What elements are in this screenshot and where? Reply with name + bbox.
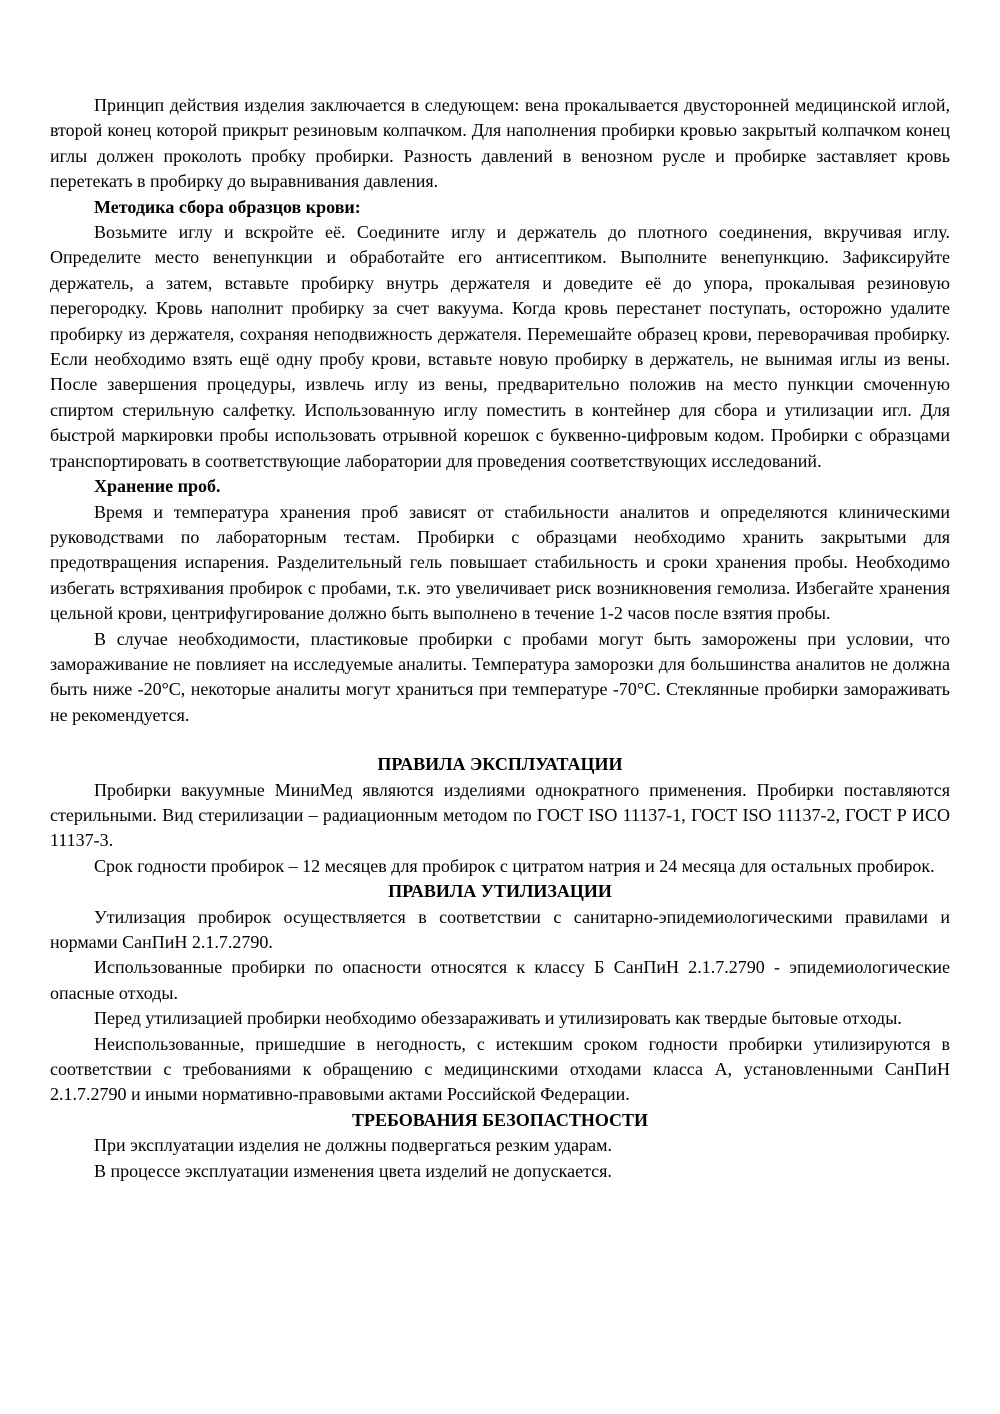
paragraph-storage-conditions: Время и температура хранения проб зависят от стабильности аналитов и определяются клиническими руководствами по лабораторным тестам. Пробирки с образцами необходимо хранить закрытыми для предотвращения испарения. Разделительный гель повышает стабильность и сроки хранения пробы. Необходимо избегать встряхивания пробирок с пробами, т.к. это увеличивает риск возникновения гемолиза. Избегайте хранения цельной крови, центрифугирование должно быть выполнено в течение 1-2 часов после взятия пробы. — [50, 501, 950, 624]
section-heading-safety-requirements: ТРЕБОВАНИЯ БЕЗОПАСТНОСТИ — [351, 1109, 649, 1130]
paragraph-unused-expired-tubes: Неиспользованные, пришедшие в негодность, с истекшим сроком годности пробирки утилизируются в соответствии с требованиями к обращению с медицинскими отходами класса А, установленными СанПиН 2.1.7.2790 и иными нормативно-правовыми актами Российской Федерации. — [50, 1033, 950, 1105]
paragraph-used-tubes-class-b: Использованные пробирки по опасности относятся к классу Б СанПиН 2.1.7.2790 - эпидемиологические опасные отходы. — [50, 957, 950, 1003]
paragraph-disinfection-before-disposal: Перед утилизацией пробирки необходимо обеззараживать и утилизировать как твердые бытовые отходы. — [94, 1008, 902, 1029]
subsection-heading-blood-sampling-method: Методика сбора образцов крови: — [94, 196, 361, 217]
paragraph-sampling-procedure: Возьмите иглу и вскройте её. Соедините иглу и держатель до плотного соединения, вкручивая иглу. Определите место венепункции и обработайте его антисептиком. Выполните венепункцию. Зафиксируйте держатель, а затем, вставьте пробирку внутрь держателя и доведите её до упора, прокалывая резиновую перегородку. Кровь наполнит пробирку за счет вакуума. Когда кровь перестанет поступать, осторожно удалите пробирку из держателя, сохраняя неподвижность держателя. Перемешайте образец крови, переворачивая пробирку. Если необходимо взять ещё одну пробу крови, вставьте новую пробирку в держатель, не вынимая иглы из вены. После завершения процедуры, извлечь иглу из вены, предварительно положив на место пункции смоченную спиртом стерильную салфетку. Использованную иглу поместить в контейнер для сбора и утилизации игл. Для быстрой маркировки пробы использовать отрывной корешок с буквенно-цифровым кодом. Пробирки с образцами транспортировать в соответствующие лаборатории для проведения соответствующих исследований. — [50, 222, 950, 471]
section-heading-disposal-rules: ПРАВИЛА УТИЛИЗАЦИИ — [388, 881, 612, 902]
paragraph-single-use-sterilization: Пробирки вакуумные МиниМед являются изделиями однократного применения. Пробирки поставляются стерильными. Вид стерилизации – радиационным методом по ГОСТ ISO 11137-1, ГОСТ ISO 11137-2, ГОСТ Р ИСО 11137-3. — [50, 779, 950, 851]
paragraph-disposal-sanpin: Утилизация пробирок осуществляется в соответствии с санитарно-эпидемиологическими правилами и нормами СанПиН 2.1.7.2790. — [50, 906, 950, 952]
paragraph-shelf-life: Срок годности пробирок – 12 месяцев для пробирок с цитратом натрия и 24 месяца для остальных пробирок. — [94, 855, 935, 876]
paragraph-no-color-change: В процессе эксплуатации изменения цвета изделий не допускается. — [94, 1160, 612, 1181]
paragraph-freezing-conditions: В случае необходимости, пластиковые пробирки с пробами могут быть заморожены при условии, что замораживание не повлияет на исследуемые аналиты. Температура заморозки для большинства аналитов не должна быть ниже -20°С, некоторые аналиты могут храниться при температуре -70°С. Стеклянные пробирки замораживать не рекомендуется. — [50, 628, 950, 725]
paragraph-no-sharp-impacts: При эксплуатации изделия не должны подвергаться резким ударам. — [94, 1135, 613, 1156]
subsection-heading-sample-storage: Хранение проб. — [94, 476, 221, 497]
paragraph-principle-of-operation: Принцип действия изделия заключается в следующем: вена прокалывается двусторонней медицинской иглой, второй конец которой прикрыт резиновым колпачком. Для наполнения пробирки кровью закрытый колпачком конец иглы должен проколоть пробку пробирки. Разность давлений в венозном русле и пробирке заставляет кровь перетекать в пробирку до выравнивания давления. — [50, 95, 950, 192]
section-heading-operation-rules: ПРАВИЛА ЭКСПЛУАТАЦИИ — [377, 754, 623, 775]
